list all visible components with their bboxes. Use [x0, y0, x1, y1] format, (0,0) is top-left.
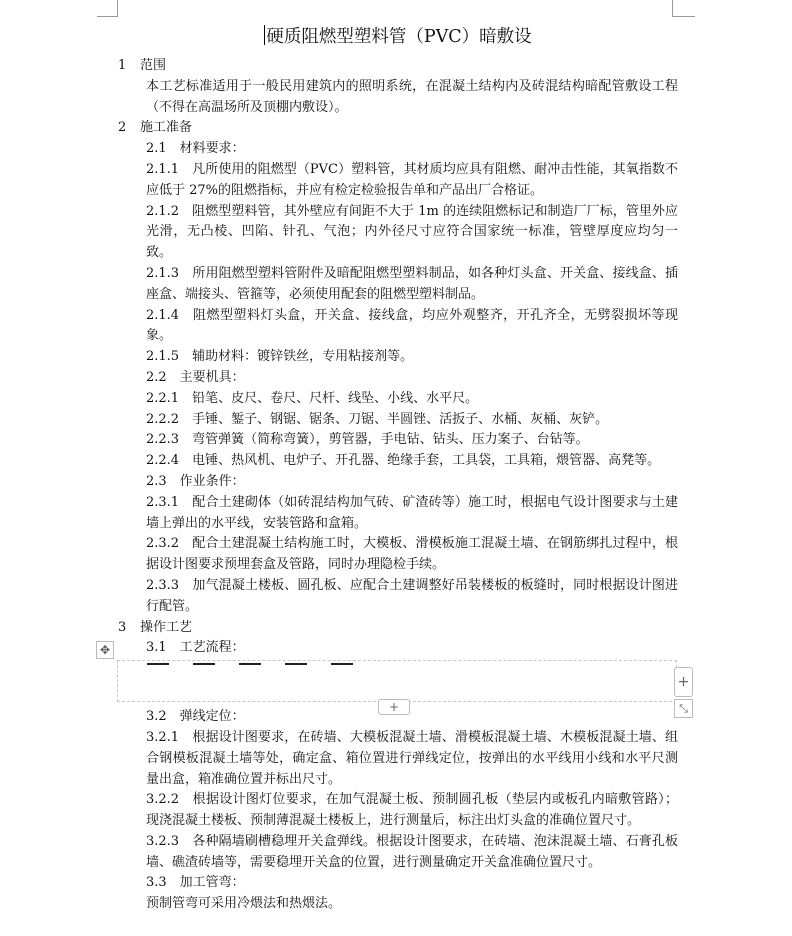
flow-step-4[interactable] — [285, 663, 307, 665]
subheading-3-3: 3.3 加工管弯： — [146, 875, 245, 891]
heading-section-3 — [118, 618, 678, 639]
paragraph-2-1-3: 2.1.3 所用阻燃型塑料管附件及暗配阻燃型塑料制品，如各种灯头盒、开关盒、接线盒、插座盒、端接头、管箍等，必须使用配套的阻燃型塑料制品。 — [146, 265, 678, 302]
heading-number: 2 — [118, 120, 127, 136]
document-page[interactable] — [99, 24, 690, 915]
flow-step-1[interactable] — [147, 663, 169, 665]
subheading-3-1: 3.1 工艺流程： — [146, 640, 245, 656]
paragraph-2-2-1: 2.2.1 铅笔、皮尺、卷尺、尺杆、线坠、小线、水平尺。 — [146, 390, 479, 406]
paragraph-2-3-1: 2.3.1 配合土建砌体（如砖混结构加气砖、矿渣砖等）施工时，根据电气设计图要求与土建墙上弹出的水平线，安装管路和盒箱。 — [146, 494, 678, 531]
flow-step-5[interactable] — [331, 663, 353, 665]
heading-section-2 — [118, 118, 678, 139]
paragraph-2-1-5: 2.1.5 辅助材料：镀锌铁丝，专用粘接剂等。 — [146, 349, 414, 365]
heading-number: 3 — [118, 619, 127, 635]
document-title-text: 硬质阻燃型塑料管（PVC）暗敷设 — [266, 27, 532, 47]
paragraph-2-3-2: 2.3.2 配合土建混凝土结构施工时，大模板、滑模板施工混凝土墙、在钢筋绑扎过程中，根据设计图要求预埋套盒及管路，同时办理隐检手续。 — [146, 536, 678, 573]
heading-section-1 — [118, 56, 678, 77]
paragraph-3-3: 预制管弯可采用冷煨法和热煨法。 — [146, 896, 342, 912]
page-corner-mark-top-right — [672, 0, 695, 17]
paragraph-2-3-3: 2.3.3 加气混凝土楼板、圆孔板、应配合土建调整好吊装楼板的板缝时，同时根据设计图进行配管。 — [146, 577, 678, 614]
subheading-2-3: 2.3 作业条件： — [146, 473, 245, 489]
plus-icon[interactable]: + — [378, 699, 410, 715]
subheading-2-1: 2.1 材料要求： — [146, 141, 245, 157]
paragraph-2-2-2: 2.2.2 手锤、錾子、钢锯、锯条、刀锯、半圆锉、活扳子、水桶、灰桶、灰铲。 — [146, 411, 609, 427]
plus-icon[interactable]: + — [674, 667, 693, 697]
paragraph-2-2-3: 2.2.3 弯管弹簧（简称弯簧），剪管器，手电钻、钻头、压力案子、台钻等。 — [146, 432, 589, 448]
paragraph-3-2-2: 3.2.2 根据设计图灯位要求，在加气混凝土板、预制圆孔板（垫层内或板孔内暗敷管路）；现浇混凝土楼板、预制薄混凝土楼板上，进行测量后，标注出灯头盒的准确位置尺寸。 — [146, 792, 678, 829]
paragraph-2-1-1: 2.1.1 凡所使用的阻燃型（PVC）塑料管，其材质均应具有阻燃、耐冲击性能，其氧指数不应低于 27%的阻燃指标，并应有检定检验报告单和产品出厂合格证。 — [146, 161, 678, 198]
flow-row — [147, 663, 353, 665]
heading-number: 1 — [118, 58, 127, 73]
paragraph-scope: 本工艺标准适用于一般民用建筑内的照明系统，在混凝土结构内及砖混结构暗配管敷设工程（不得在高温场所及顶棚内敷设）。 — [146, 78, 678, 115]
flow-step-2[interactable] — [193, 663, 215, 665]
paragraph-3-2-1: 3.2.1 根据设计图要求，在砖墙、大模板混凝土墙、滑模板混凝土墙、木模板混凝土墙、组合钢模板混凝土墙等处，确定盒、箱位置进行弹线定位，按弹出的水平线用小线和水平尺测量出盒，箱准确位置并标出尺寸。 — [146, 729, 678, 787]
heading-label: 施工准备 — [140, 120, 193, 136]
paragraph-2-1-2: 2.1.2 阻燃型塑料管，其外壁应有间距不大于 1m 的连续阻燃标记和制造厂厂标，管里外应光滑，无凸棱、凹陷、针孔、气泡；内外径尺寸应符合国家统一标准，管壁厚度应均匀一致。 — [146, 203, 678, 261]
subheading-2-2: 2.2 主要机具： — [146, 369, 245, 385]
heading-label: 范围 — [140, 58, 167, 73]
resize-diagonal-icon[interactable]: ⤡ — [674, 699, 693, 718]
paragraph-2-2-4: 2.2.4 电锤、热风机、电炉子、开孔器、绝缘手套，工具袋，工具箱，煨管器、高凳等。 — [146, 453, 661, 469]
flow-step-3[interactable] — [239, 663, 261, 665]
paragraph-3-2-3: 3.2.3 各种隔墙刷槽稳埋开关盒弹线。根据设计图要求，在砖墙、泡沫混凝土墙、石膏孔板墙、礁渣砖墙等，需要稳埋开关盒的位置，进行测量确定开关盒准确位置尺寸。 — [146, 833, 678, 870]
heading-label: 操作工艺 — [140, 619, 193, 635]
subheading-3-2: 3.2 弹线定位： — [146, 709, 245, 725]
document-title[interactable] — [118, 24, 678, 50]
paragraph-2-1-4: 2.1.4 阻燃型塑料灯头盒，开关盒、接线盒，均应外观整齐，开孔齐全，无劈裂损坏等现象。 — [146, 307, 678, 344]
move-icon[interactable]: ✥ — [96, 641, 114, 659]
page-corner-mark-top-left — [97, 0, 118, 17]
